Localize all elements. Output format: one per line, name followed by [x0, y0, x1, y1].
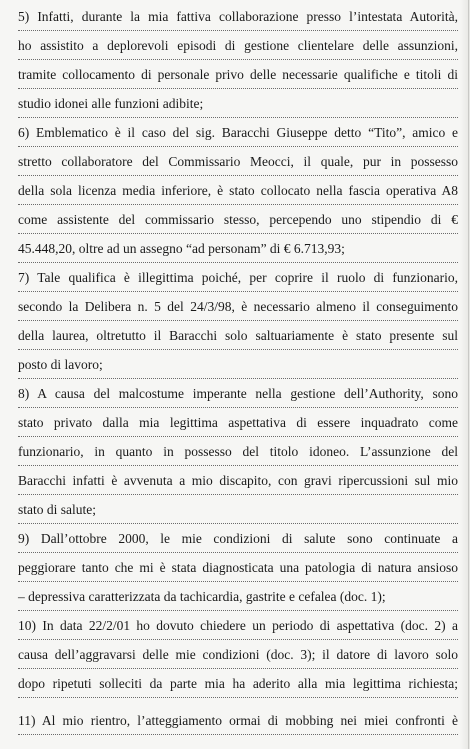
text-line: studio idonei alle funzioni adibite;	[18, 95, 458, 118]
text-line: Baracchi infatti è avvenuta a mio discapito, con gravi ripercussioni sul mio	[18, 472, 458, 495]
margin-rule	[468, 0, 469, 749]
text-line: 11) Al mio rientro, l’atteggiamento ormai di mobbing nei miei confronti è	[18, 712, 458, 735]
text-line: stato privato dalla mia legittima aspettativa di essere inquadrato come	[18, 414, 458, 437]
text-line: 8) A causa del malcostume imperante nella gestione dell’Authority, sono	[18, 385, 458, 408]
text-line: 10) In data 22/2/01 ho dovuto chiedere un periodo di aspettativa (doc. 2) a	[18, 617, 458, 640]
text-line: 7) Tale qualifica è illegittima poiché, per coprire il ruolo di funzionario,	[18, 269, 458, 292]
text-line: 6) Emblematico è il caso del sig. Baracchi Giuseppe detto “Tito”, amico e	[18, 124, 458, 147]
text-line: posto di lavoro;	[18, 356, 458, 379]
text-line: peggiorare tanto che mi è stata diagnosticata una patologia di natura ansioso	[18, 559, 458, 582]
text-line: secondo la Delibera n. 5 del 24/3/98, è necessario almeno il conseguimento	[18, 298, 458, 321]
text-line: 9) Dall’ottobre 2000, le mie condizioni di salute sono continuate a	[18, 530, 458, 553]
text-line: 5) Infatti, durante la mia fattiva collaborazione presso l’intestata Autorità,	[18, 8, 458, 31]
text-line: come assistente del commissario stesso, percependo uno stipendio di €	[18, 211, 458, 234]
text-line: stato di salute;	[18, 501, 458, 524]
text-line: della sola licenza media inferiore, è stato collocato nella fascia operativa A8	[18, 182, 458, 205]
text-line: – depressiva caratterizzata da tachicardia, gastrite e cefalea (doc. 1);	[18, 588, 458, 611]
text-line: funzionario, in quanto in possesso del titolo idoneo. L’assunzione del	[18, 443, 458, 466]
text-line: stretto collaboratore del Commissario Meocci, il quale, pur in possesso	[18, 153, 458, 176]
text-line: tramite collocamento di personale privo delle necessarie qualifiche e titoli di	[18, 66, 458, 89]
text-line: dopo ripetuti solleciti da parte mia ha aderito alla mia legittima richiesta;	[18, 675, 458, 698]
text-line: causa dell’aggravarsi delle mie condizioni (doc. 3); il datore di lavoro solo	[18, 646, 458, 669]
text-line: 45.448,20, oltre ad un assegno “ad personam” di € 6.713,93;	[18, 240, 458, 263]
text-line: della laurea, oltretutto il Baracchi solo saltuariamente è stato presente sul	[18, 327, 458, 350]
text-line: ho assistito a deplorevoli episodi di gestione clientelare delle assunzioni,	[18, 37, 458, 60]
